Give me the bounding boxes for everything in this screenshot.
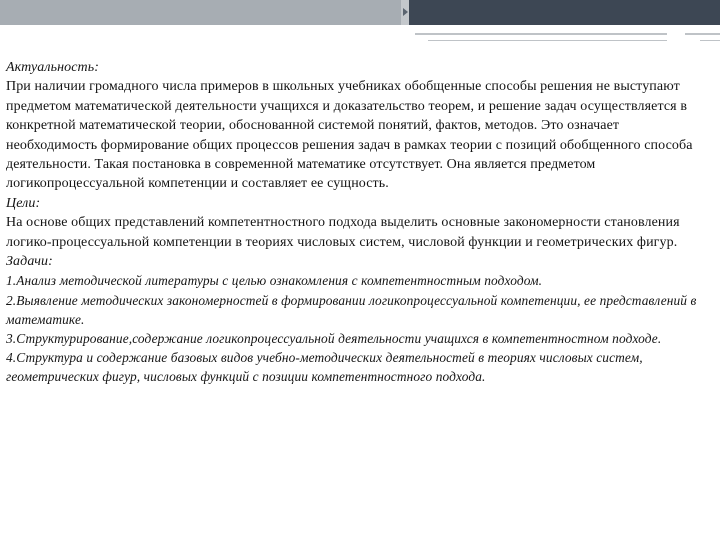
decorative-rule: [685, 33, 720, 35]
tasks-heading: Задачи:: [6, 254, 53, 270]
relevance-heading: Актуальность:: [6, 60, 99, 75]
task-item-1: 1.Анализ методической литературы с целью ознакомления с компетентностным подходом.: [6, 273, 543, 289]
top-bar-arrow-icon: [401, 0, 409, 25]
slide-content: [6, 58, 712, 387]
task-item-2: 2.Выявление методических закономерностей в формировании логикопроцессуальной компетенции, ее представлений в математике.: [6, 292, 697, 327]
decorative-rule: [700, 40, 720, 41]
task-item-4: 4.Структура и содержание базовых видов учебно-методических деятельностей в теориях числовых систем, геометрических фигур, числовых функций с позиции компетентностного подхода.: [6, 350, 643, 385]
top-bar-dark-section: [405, 0, 720, 25]
goals-text: На основе общих представлений компетентностного подхода выделить основные закономерности становления логико-процессуальной компетенции в теориях числовых систем, числовой функции и геометрических фигур.: [6, 215, 680, 250]
decorative-rule: [428, 40, 667, 41]
relevance-text: При наличии громадного числа примеров в школьных учебниках обобщенные способы решения не выступают предметом математической деятельности учащихся и доказательство теорем, и решение задач осуществляется в конкретной математической теории, обоснованной системой понятий, фактов, методов. Это означает необходимость формирование общих процессов решения задач в рамках теории с позиций обобщенного способа деятельности. Такая постановка в современной математике отсутствует. Она является предметом логикопроцессуальной компетенции и составляет ее сущность.: [6, 79, 693, 192]
task-item-3: 3.Структурирование,содержание логикопроцессуальной деятельности учащихся в компетентностном подходе.: [6, 331, 662, 347]
decorative-rule: [415, 33, 667, 35]
goals-heading: Цели:: [6, 195, 41, 211]
top-decorative-bar: [0, 0, 720, 25]
top-bar-light-section: [0, 0, 405, 25]
